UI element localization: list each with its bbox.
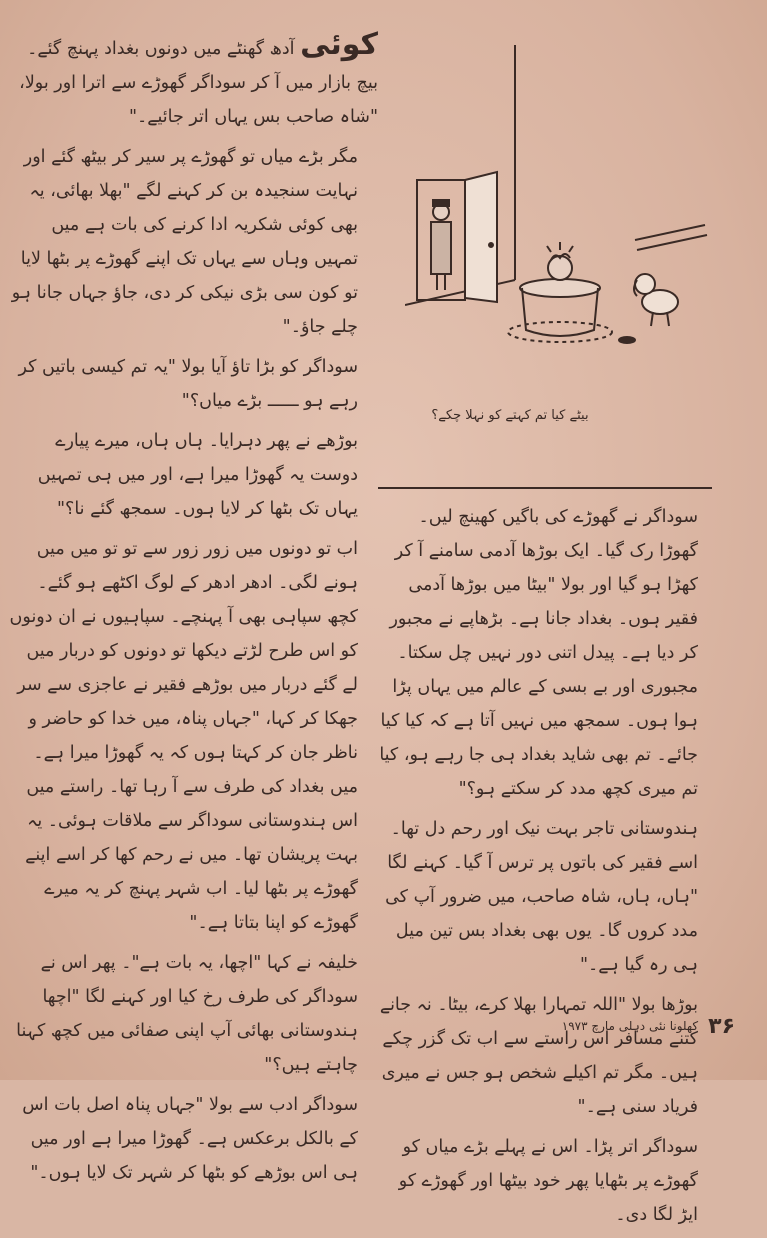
paragraph-6: خلیفہ نے کہا "اچھا، یہ بات ہے"۔ پھر اس نے سوداگر کی طرف رخ کیا اور کہنے لگا "اچھا ہندوستانی بھائی آپ اپنی صفائی میں کچھ کہنا چاہتے ہیں؟" — [16, 953, 358, 1075]
tub — [520, 279, 600, 297]
paragraph-10: بوڑھا بولا "اللہ تمہارا بھلا کرے، بیٹا۔ نہ جانے کتنے مسافر اس راستے سے اب تک گزر چکے ہیں۔ مگر تم اکیلے شخص ہو جس نے میری فریاد سنی ہے۔" — [379, 995, 698, 1117]
open-door — [465, 172, 497, 302]
page-footer — [535, 1013, 735, 1039]
paragraph-1 — [8, 27, 378, 134]
paragraph-4: بوڑھے نے پھر دہرایا۔ ہاں ہاں، میرے پیارے دوست یہ گھوڑا میرا ہے، اور میں ہی تمہیں یہاں تک بٹھا کر لایا ہوں۔ سمجھ گئے نا؟" — [37, 431, 358, 519]
paragraph-5: اب تو دونوں میں زور زور سے تو تو میں میں ہونے لگی۔ ادھر ادھر کے لوگ اکٹھے ہو گئے۔ کچھ سپاہی بھی آ پہنچے۔ سپاہیوں نے ان دونوں کو اس طرح لڑتے دیکھا تو دونوں کو دربار میں لے گئے دربار میں بوڑھے فقیر نے عاجزی سے سر جھکا کر کہا، "جہاں پناہ، میں خدا کو حاضر و ناظر جان کر کہتا ہوں کہ یہ گھوڑا میرا ہے۔ میں بغداد کی طرف سے آ رہا تھا۔ راستے میں اس ہندوستانی سوداگر سے ملاقات ہوئی۔ یہ بہت پریشان تھا۔ میں نے رحم کھا کر اسے اپنے گھوڑے پر بٹھا لیا۔ اب شہر پہنچ کر یہ میرے گھوڑے کو اپنا بتاتا ہے۔" — [9, 539, 358, 933]
cartoon-caption: بیٹے کیا تم کہتے کو نہلا چکے؟ — [431, 408, 589, 423]
publication-info: کھلونا نئی دہلی مارچ ۱۹۷۳ — [561, 1019, 699, 1033]
drop-cap-word: کوئی — [300, 27, 378, 62]
paragraph-8: سوداگر نے گھوڑے کی باگیں کھینچ لیں۔ گھوڑا رک گیا۔ ایک بوڑھا آدمی سامنے آ کر کھڑا ہو گیا اور بولا "بیٹا میں بوڑھا آدمی فقیر ہوں۔ بغداد جانا ہے۔ بڑھاپے نے مجبور کر دیا ہے۔ پیدل اتنی دور نہیں چل سکتا۔ مجبوری اور بے بسی کے عالم میں یہاں پڑا ہوا ہوں۔ سمجھ میں نہیں آتا ہے کہ کیا کیا جائے۔ تم بھی شاید بغداد ہی جا رہے ہو، کیا تم میری کچھ مدد کر سکتے ہو؟" — [379, 507, 698, 799]
left-text-column — [378, 500, 718, 1238]
paragraph-11: سوداگر اتر پڑا۔ اس نے پہلے بڑے میاں کو گھوڑے پر بٹھایا پھر خود بیٹھا اور گھوڑے کو ایڑ لگا دی۔ — [398, 1137, 698, 1225]
paragraph-9: ہندوستانی تاجر بہت نیک اور رحم دل تھا۔ اسے فقیر کی باتوں پر ترس آ گیا۔ کہنے لگا "ہاں، ہاں، شاہ صاحب، میں ضرور آپ کی مدد کروں گا۔ یوں بھی بغداد بس تین میل ہی رہ گیا ہے۔" — [385, 819, 698, 975]
paragraph-3: سوداگر کو بڑا تاؤ آیا بولا "یہ تم کیسی باتیں کر رہے ہو ــــــ بڑے میاں؟" — [18, 357, 358, 411]
column-divider — [378, 487, 712, 489]
paragraph-text: آدھ گھنٹے میں دونوں بغداد پہنچ گئے۔ بیچ بازار میں آ کر سوداگر گھوڑے سے اترا اور بولا، "شاہ صاحب بس یہاں اتر جائیے۔" — [19, 39, 378, 127]
paragraph-2: مگر بڑے میاں تو گھوڑے پر سیر کر بیٹھ گئے اور نہایت سنجیدہ بن کر کہنے لگے "بھلا بھائی، یہ بھی کوئی شکریہ ادا کرنے کی بات ہے میں تمہیں وہاں سے یہاں تک اپنے گھوڑے پر بٹھا لایا تو کون سی بڑی نیکی کر دی، جاؤ جہاں جانا ہو چلے جاؤ۔" — [11, 147, 358, 337]
page-number: ۳۶ — [708, 1013, 735, 1039]
right-text-column — [8, 27, 378, 1196]
cartoon-illustration — [405, 40, 725, 400]
paragraph-7: سوداگر ادب سے بولا "جہاں پناہ اصل بات اس کے بالکل برعکس ہے۔ گھوڑا میرا ہے اور میں ہی اس بوڑھے کو بٹھا کر شہر تک لایا ہوں۔" — [22, 1095, 358, 1183]
